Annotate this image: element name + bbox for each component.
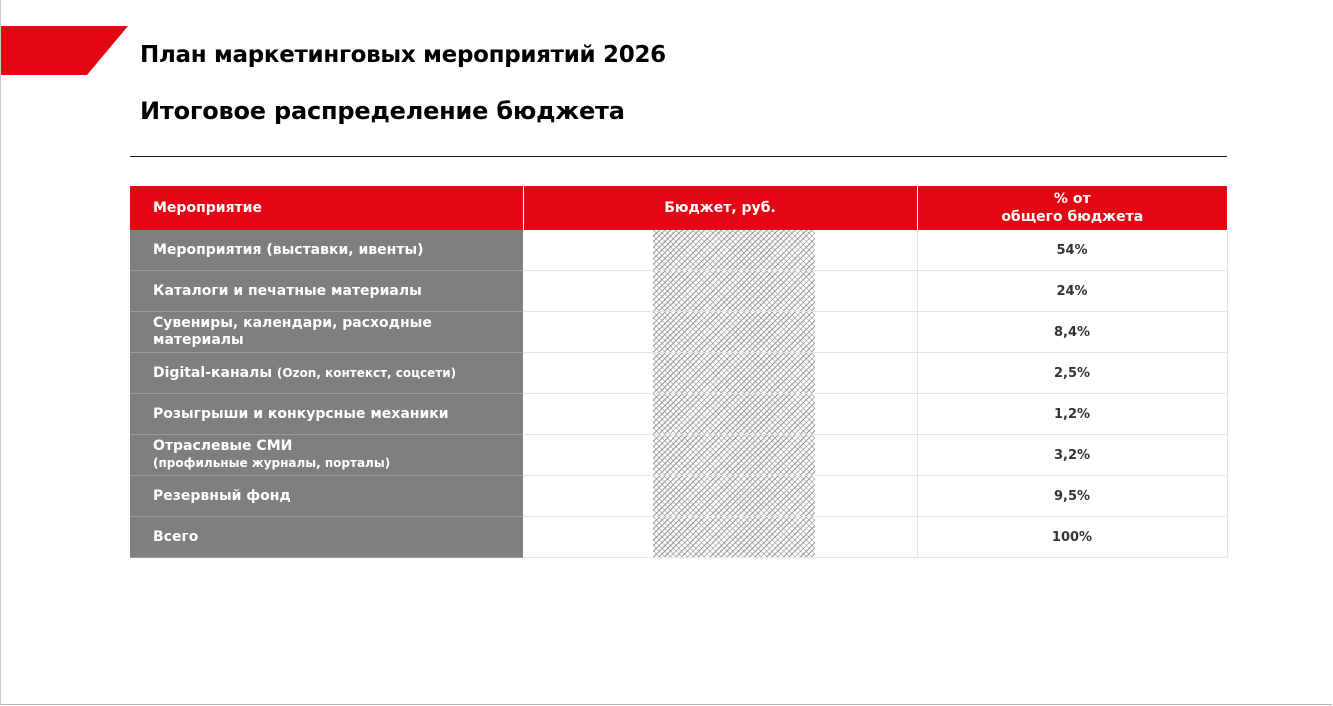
slide-title: План маркетинговых мероприятий 2026 (140, 42, 666, 68)
column-header-share-line1: % от (1053, 190, 1091, 207)
activity-name-text: Всего (153, 528, 199, 545)
activity-name (130, 435, 523, 476)
table-row (130, 435, 1227, 476)
redacted-budget-value (653, 517, 815, 557)
budget-cell (523, 271, 917, 312)
table-header-row (130, 186, 1227, 230)
table-row-total (130, 517, 1227, 558)
budget-cell (523, 435, 917, 476)
redacted-budget-value (653, 476, 815, 516)
share-cell: 54% (917, 230, 1227, 271)
activity-name-text: Резервный фонд (153, 487, 291, 504)
activity-name (130, 312, 523, 353)
budget-cell (523, 476, 917, 517)
share-cell: 1,2% (917, 394, 1227, 435)
activity-name (130, 230, 523, 271)
slide-subtitle: Итоговое распределение бюджета (140, 97, 625, 125)
budget-cell (523, 394, 917, 435)
corner-accent-shape (1, 26, 128, 75)
budget-cell (523, 230, 917, 271)
redacted-budget-value (653, 312, 815, 352)
activity-name-text: Мероприятия (выставки, ивенты) (153, 241, 424, 258)
share-cell: 8,4% (917, 312, 1227, 353)
activity-note: (Ozon, контекст, соцсети) (276, 365, 457, 380)
table-row (130, 230, 1227, 271)
title-divider (130, 156, 1227, 157)
redacted-budget-value (653, 353, 815, 393)
table-row (130, 394, 1227, 435)
activity-note: (профильные журналы, порталы) (153, 456, 391, 470)
column-header-budget: Бюджет, руб. (523, 186, 917, 230)
activity-name-text: Розыгрыши и конкурсные механики (153, 405, 449, 422)
column-header-share (917, 186, 1227, 230)
redacted-budget-value (653, 230, 815, 270)
budget-cell (523, 312, 917, 353)
activity-name (130, 271, 523, 312)
share-cell: 24% (917, 271, 1227, 312)
activity-name (130, 353, 523, 394)
share-cell: 3,2% (917, 435, 1227, 476)
activity-name (130, 476, 523, 517)
budget-cell (523, 517, 917, 558)
table-row (130, 271, 1227, 312)
redacted-budget-value (653, 394, 815, 434)
budget-cell (523, 353, 917, 394)
redacted-budget-value (653, 271, 815, 311)
column-header-activity: Мероприятие (130, 186, 523, 230)
share-cell: 9,5% (917, 476, 1227, 517)
share-cell: 100% (917, 517, 1227, 558)
activity-name (130, 394, 523, 435)
table-row (130, 476, 1227, 517)
activity-name-text: Сувениры, календари, расходные материалы (153, 315, 432, 348)
activity-name-text: Отраслевые СМИ (153, 438, 293, 455)
table-row (130, 312, 1227, 353)
activity-name (130, 517, 523, 558)
redacted-budget-value (653, 435, 815, 475)
column-header-share-line2: общего бюджета (1001, 209, 1144, 225)
activity-name-text: Digital-каналы (153, 364, 277, 381)
share-cell: 2,5% (917, 353, 1227, 394)
table-row (130, 353, 1227, 394)
budget-table (130, 186, 1228, 558)
activity-name-text: Каталоги и печатные материалы (153, 282, 422, 299)
